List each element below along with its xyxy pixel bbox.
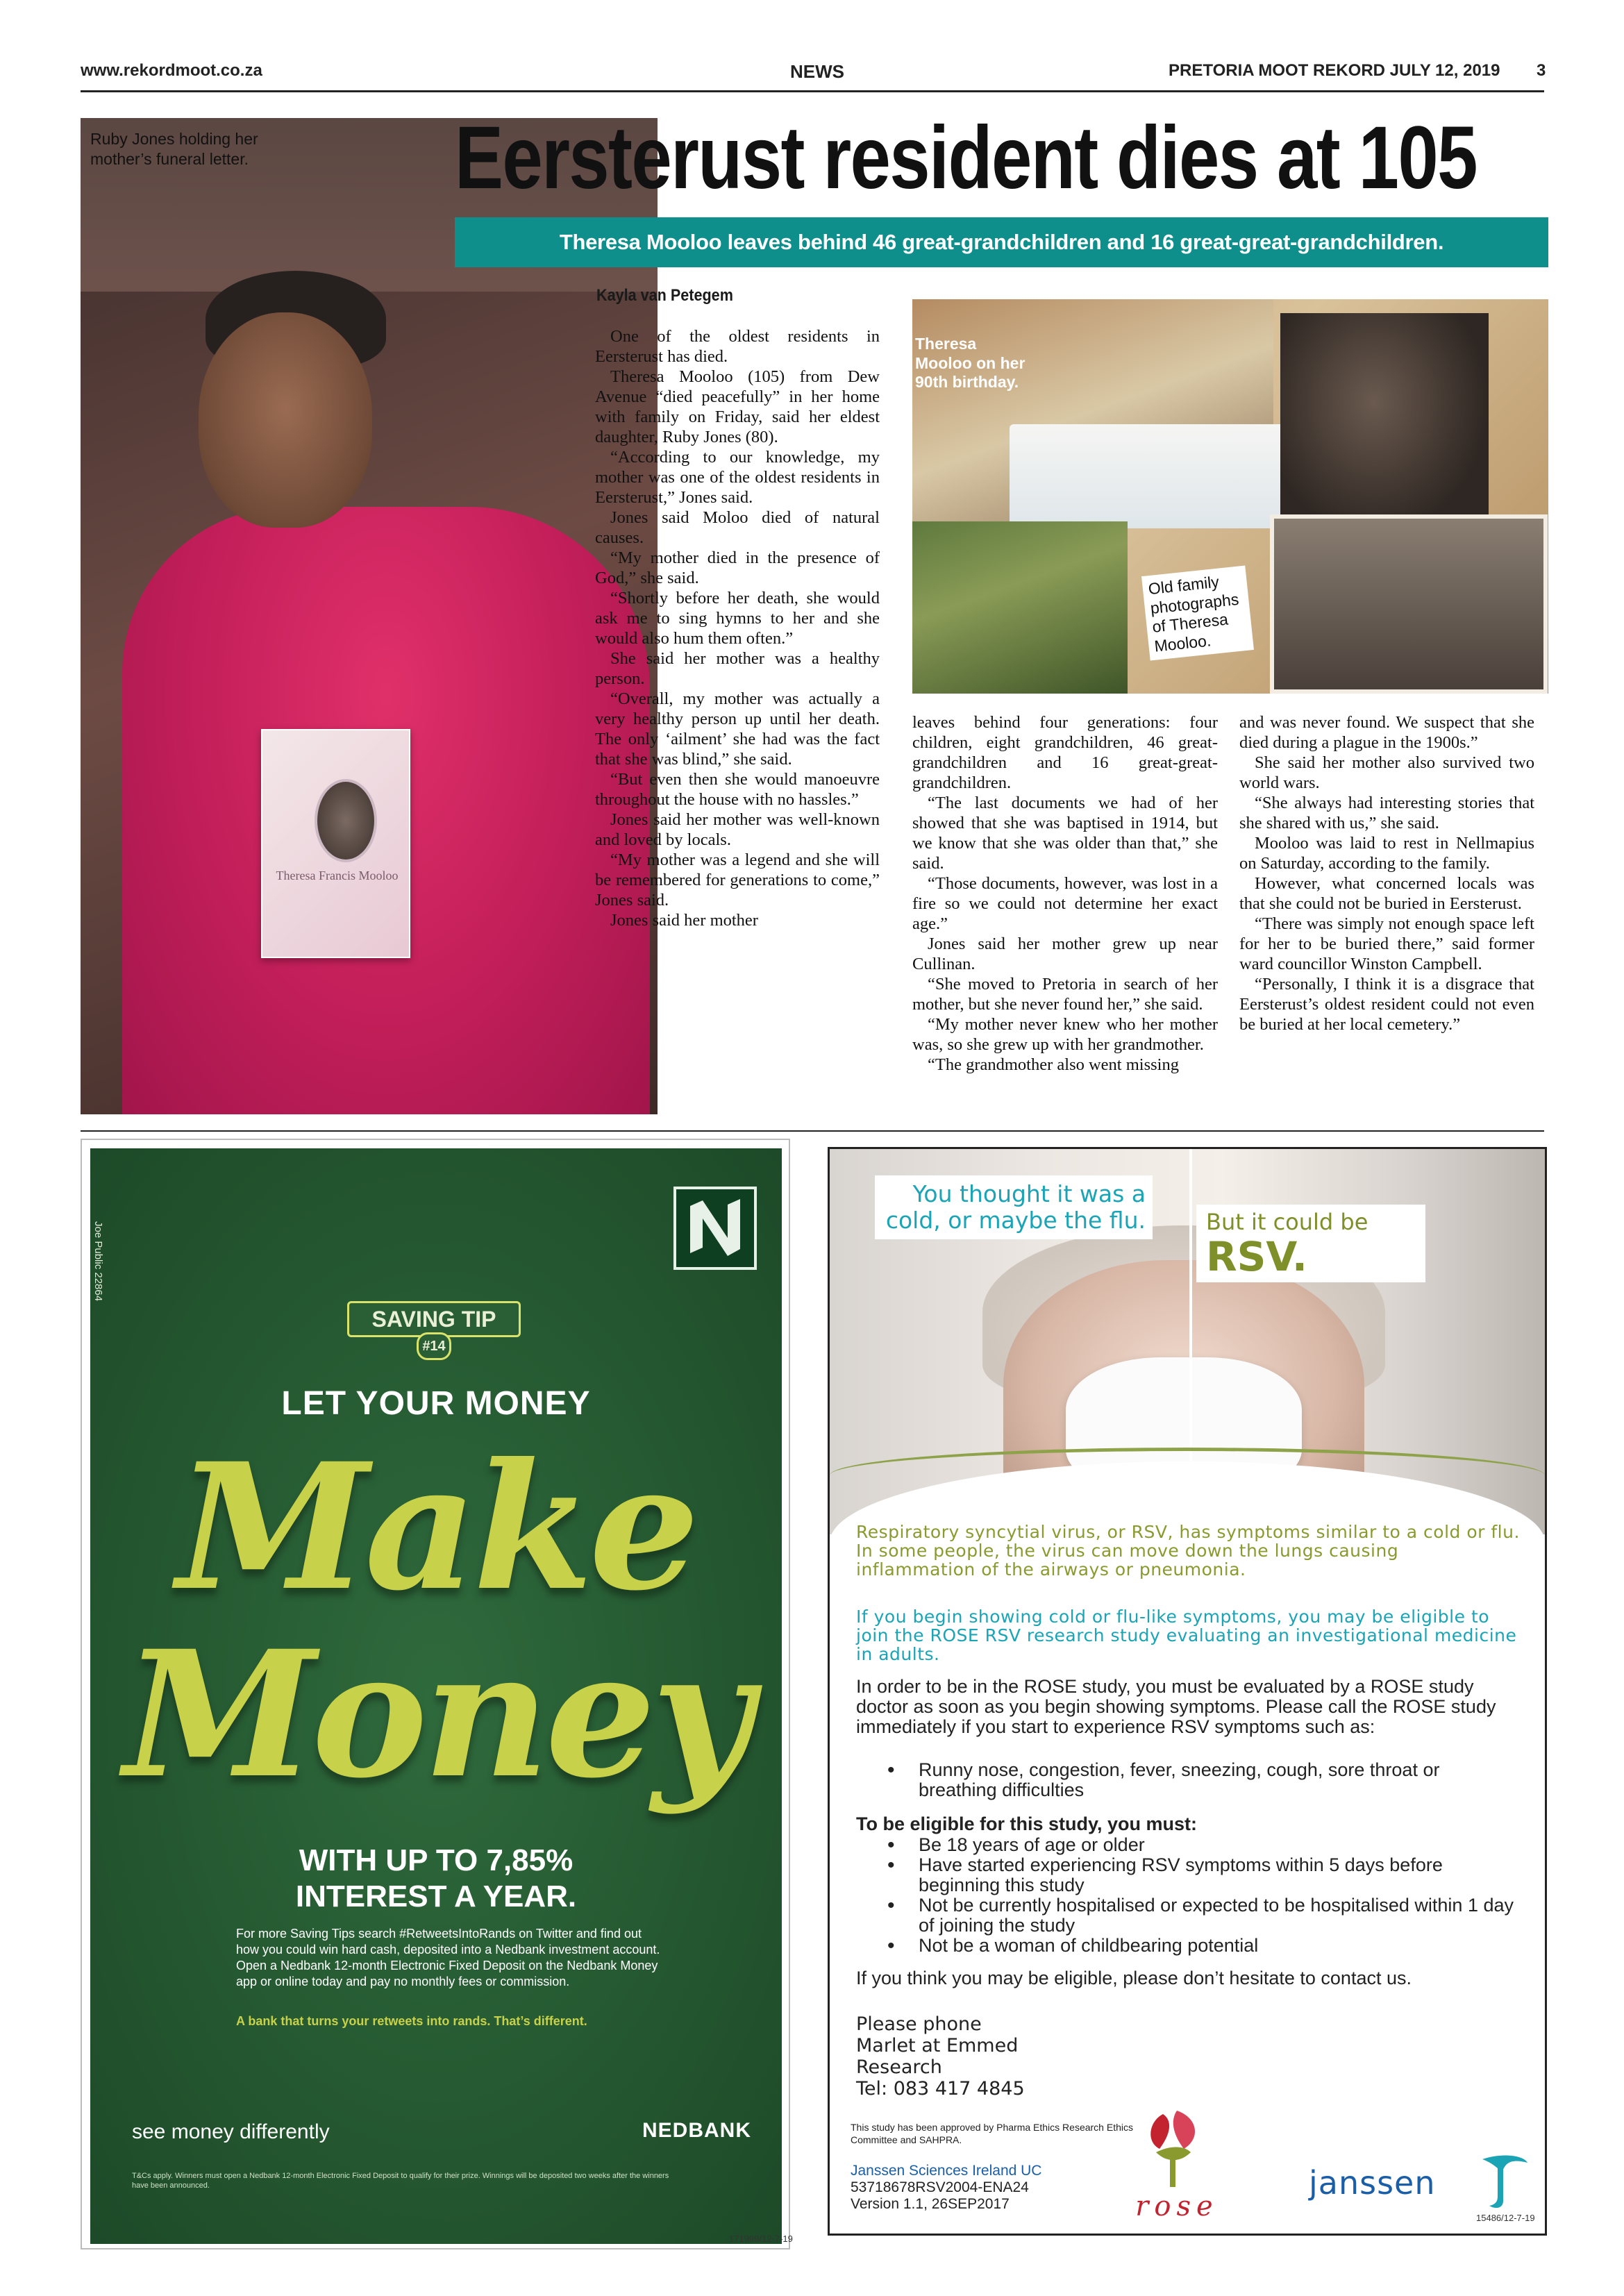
rsv-ad — [828, 1147, 1547, 2236]
eligible-title: To be eligible for this study, you must: — [856, 1813, 1198, 1834]
portrait-photo — [1280, 313, 1489, 535]
main-photo — [81, 118, 658, 1114]
rose-wordmark: rose — [1135, 2190, 1219, 2222]
paragraph: “She moved to Pretoria in search of her mother, but she never found her,” she said. — [912, 975, 1218, 1014]
ad-tagline: A bank that turns your retweets into rands. That’s different. — [236, 2014, 587, 2028]
ad-slogan: see money differently — [132, 2120, 330, 2143]
site-url: www.rekordmoot.co.za — [81, 61, 262, 80]
tip-number: #14 — [417, 1332, 451, 1360]
paragraph: “The grandmother also went missing — [928, 1055, 1179, 1074]
paragraph: Jones said her mother was well-known and loved by locals. — [595, 810, 880, 849]
list-item: • Not be currently hospitalised or expected to be hospitalised within 1 day of joining the study — [856, 1895, 1523, 1936]
section-label: NEWS — [790, 61, 844, 82]
byline: Kayla van Petegem — [596, 286, 733, 305]
paragraph: She said her mother also survived two world wars. — [1239, 753, 1534, 792]
paragraph: “My mother was a legend and she will be remembered for generations to come,” Jones said. — [595, 850, 880, 910]
version-text: Version 1.1, 26SEP2017 — [851, 2196, 1010, 2212]
page-number: 3 — [1537, 61, 1546, 80]
paragraph: Jones said her mother — [610, 911, 758, 930]
paragraph: Jones said Moloo died of natural causes. — [595, 508, 880, 547]
eligibility-list — [856, 1835, 1523, 1956]
brand-wordmark: NEDBANK — [642, 2119, 751, 2142]
paragraph: leaves behind four generations: four children, eight grandchildren, 46 great-grandchildren and 16 great-great-grandchildren. — [912, 713, 1218, 792]
rsv-intro: Respiratory syncytial virus, or RSV, has symptoms similar to a cold or flu. In some people, the virus can move down the lungs causing inflammation of the airways or pneumonia. — [856, 1522, 1520, 1579]
agency-credit: Joe Public 22864 — [92, 1221, 104, 1302]
symptom-list — [856, 1760, 1523, 1800]
paragraph: “My mother died in the presence of God,” she said. — [595, 548, 880, 587]
paragraph: “Overall, my mother was actually a very healthy person up until her death. The only ‘ailment’ she had was the fact that she was blind,” she said. — [595, 689, 880, 769]
phone-line: Research — [856, 2056, 942, 2078]
article-column-1 — [595, 326, 880, 930]
phone-line: Marlet at Emmed — [856, 2035, 1019, 2056]
rsv-eligibility-intro: If you begin showing cold or flu-like symptoms, you may be eligible to join the ROSE RSV research study evaluating an investigational medicine in adults. — [856, 1607, 1517, 1664]
rsv-ad-ref: 15486/12-7-19 — [1476, 2213, 1535, 2223]
rsv-question: You thought it was a cold, or maybe the flu. — [875, 1175, 1153, 1239]
paragraph: However, what concerned locals was that she could not be buried in Eersterust. — [1239, 874, 1534, 913]
rsv-answer-b: RSV. — [1206, 1233, 1307, 1280]
main-photo-caption: Ruby Jones holding her mother’s funeral letter. — [90, 130, 258, 168]
company-name: Janssen Sciences Ireland UC — [851, 2163, 1042, 2179]
article-column-3 — [1239, 712, 1534, 1034]
janssen-wordmark: janssen — [1309, 2164, 1436, 2202]
terms-text: T&Cs apply. Winners must open a Nedbank 12-month Electronic Fixed Deposit to qualify for their prize. Winnings will be deposited two weeks after the winners have been announced. — [132, 2172, 669, 2190]
section-rule — [81, 1130, 1544, 1132]
card-text: Theresa Francis Mooloo — [276, 869, 399, 882]
card-portrait — [315, 779, 377, 862]
paragraph: “The last documents we had of her showed that she was baptised in 1914, but we know that she was older than that,” she said. — [912, 794, 1218, 873]
phone-number: Tel: 083 417 4845 — [856, 2078, 1025, 2100]
ad-body-text: For more Saving Tips search #RetweetsIntoRands on Twitter and find out how you could win hard cash, deposited into a Nedbank investment account. Open a Nedbank 12-month Electronic Fixed Deposit on the Nedbank Money app or online today and pay no monthly fees or commission. — [236, 1927, 660, 1988]
rsv-answer-a: But it could be — [1206, 1209, 1368, 1235]
list-item: • Be 18 years of age or older — [856, 1835, 1523, 1855]
rose-logo-icon — [1135, 2107, 1212, 2190]
interest-line-b: INTEREST A YEAR. — [295, 1879, 577, 1913]
paragraph: and was never found. We suspect that she died during a plague in the 1900s.” — [1239, 713, 1534, 752]
interest-line-a: WITH UP TO 7,85% — [299, 1843, 574, 1877]
rsv-evaluation-text: In order to be in the ROSE study, you must be evaluated by a ROSE study doctor as soon as you begin showing symptoms. Please call the ROSE study immediately if you start to experience RSV symptoms such as: — [856, 1676, 1496, 1737]
headline: Eersterust resident dies at 105 — [455, 108, 1477, 208]
list-item: • Have started experiencing RSV symptoms within 5 days before beginning this study — [856, 1855, 1523, 1895]
paragraph: “Those documents, however, was lost in a fire so we could not determine her exact age.” — [912, 874, 1218, 933]
garden-photo — [912, 521, 1128, 694]
birthday-cake — [1010, 424, 1308, 528]
nedbank-logo-icon — [673, 1187, 757, 1270]
nedbank-ad-panel — [90, 1148, 782, 2244]
article-column-2 — [912, 712, 1218, 1075]
paragraph: Theresa Mooloo (105) from Dew Avenue “died peacefully” in her home with family on Friday, said her eldest daughter, Ruby Jones (80). — [595, 367, 880, 446]
paragraph: She said her mother was a healthy person. — [595, 649, 880, 688]
interest-rate — [90, 1843, 782, 1915]
paragraph: “But even then she would manoeuvre throughout the house with no hassles.” — [595, 770, 880, 809]
funeral-card — [261, 729, 410, 958]
saving-tip-badge: SAVING TIP — [347, 1301, 521, 1337]
phone-line: Please phone — [856, 2013, 982, 2035]
paragraph: “According to our knowledge, my mother was one of the oldest residents in Eersterust,” Jones said. — [595, 448, 880, 507]
study-code: 53718678RSV2004-ENA24 — [851, 2179, 1029, 2195]
subheadline: Theresa Mooloo leaves behind 46 great-grandchildren and 16 great-great-grandchildren. — [455, 217, 1548, 267]
birthday-caption: Theresa Mooloo on her 90th birthday. — [915, 335, 1026, 392]
vintage-photo — [1270, 514, 1548, 694]
nedbank-ad — [81, 1139, 790, 2249]
list-item: • Not be a woman of childbearing potential — [856, 1936, 1523, 1956]
paragraph: “Personally, I think it is a disgrace that Eersterust’s oldest resident could not even be buried at her local cemetery.” — [1239, 975, 1534, 1034]
paper-date: PRETORIA MOOT REKORD JULY 12, 2019 — [1169, 61, 1500, 80]
figure-face — [199, 312, 372, 528]
paragraph: Jones said her mother grew up near Cullinan. — [912, 935, 1218, 973]
phone-block — [856, 2013, 1203, 2100]
rsv-answer — [1196, 1205, 1425, 1282]
approval-text: This study has been approved by Pharma Ethics Research Ethics Committee and SAHPRA. — [851, 2122, 1133, 2145]
ad-line-1: LET YOUR MONEY — [281, 1385, 591, 1422]
paragraph: One of the oldest residents in Eersterust has died. — [595, 327, 880, 366]
paragraph: “There was simply not enough space left for her to be buried there,” said former ward councillor Winston Campbell. — [1239, 914, 1534, 973]
paragraph: “My mother never knew who her mother was, so she grew up with her grandmother. — [912, 1015, 1218, 1054]
script-money: Money — [124, 1612, 748, 1816]
paragraph: “Shortly before her death, she would ask me to sing hymns to her and she would also hum them often.” — [595, 589, 880, 648]
list-item: • Runny nose, congestion, fever, sneezing, cough, sore throat or breathing difficulties — [856, 1760, 1523, 1800]
paragraph: “She always had interesting stories that she shared with us,” she said. — [1239, 794, 1534, 832]
nedbank-ad-ref: 171999/12-7-19 — [729, 2234, 793, 2244]
company-info — [851, 2163, 1142, 2213]
script-make: Make — [176, 1425, 696, 1629]
janssen-swoosh-icon — [1475, 2149, 1531, 2215]
old-photos-caption: Old family photographs of Theresa Mooloo. — [1141, 565, 1254, 660]
paragraph: Mooloo was laid to rest in Nellmapius on Saturday, according to the family. — [1239, 834, 1534, 873]
contact-text: If you think you may be eligible, please don’t hesitate to contact us. — [856, 1968, 1412, 1988]
header-rule — [81, 90, 1544, 92]
